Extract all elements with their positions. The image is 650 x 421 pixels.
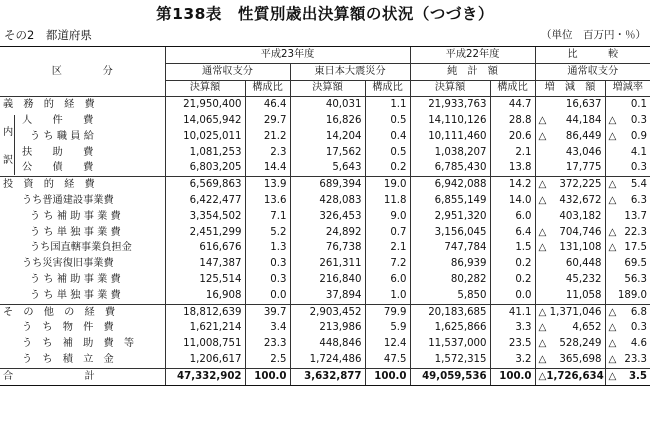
cell-value: 6.3	[630, 195, 648, 207]
row-label: 投 資 的 経 費	[0, 177, 165, 193]
decrease-mark: △	[538, 115, 547, 127]
cell-value: 17.5	[624, 242, 648, 254]
cell-e: 747,784	[410, 241, 490, 257]
cell-g	[535, 113, 605, 129]
cell-c: 2,903,452	[290, 304, 365, 320]
cell-a: 1,206,617	[165, 352, 245, 368]
cell-g	[535, 321, 605, 337]
cell-value: 22.3	[624, 226, 648, 238]
cell-d: 2.1	[365, 241, 410, 257]
cell-d: 11.8	[365, 193, 410, 209]
cell-e: 1,038,207	[410, 145, 490, 161]
table-row	[0, 241, 650, 257]
decrease-mark: △	[538, 226, 547, 238]
header-fy22: 平成22年度	[410, 47, 535, 64]
cell-h	[605, 336, 650, 352]
cell-value: 0.3	[630, 322, 648, 334]
cell-e: 6,855,149	[410, 193, 490, 209]
cell-value: 704,746	[559, 226, 602, 238]
cell-c: 326,453	[290, 209, 365, 225]
cell-value: 23.3	[624, 354, 648, 366]
header-regular: 通常収支分	[165, 63, 290, 80]
cell-f: 14.2	[490, 177, 535, 193]
cell-value: 17,775	[565, 162, 602, 174]
cell-b: 2.5	[245, 352, 290, 368]
cell-e: 5,850	[410, 288, 490, 304]
cell-b: 46.4	[245, 97, 290, 113]
cell-b: 23.3	[245, 336, 290, 352]
cell-a: 10,025,011	[165, 129, 245, 145]
cell-e: 80,282	[410, 272, 490, 288]
cell-f: 6.0	[490, 209, 535, 225]
table-row	[0, 336, 650, 352]
row-label: う ち 補 助 事 業 費	[30, 210, 121, 222]
cell-g	[535, 129, 605, 145]
table-row	[0, 145, 650, 161]
decrease-mark: △	[538, 322, 547, 334]
cell-value: 60,448	[565, 258, 602, 270]
cell-h	[605, 193, 650, 209]
cell-c: 24,892	[290, 225, 365, 241]
row-label: 人 件 費	[22, 115, 94, 127]
cell-d: 9.0	[365, 209, 410, 225]
row-label: 扶 助 費	[22, 146, 94, 158]
cell-g	[535, 288, 605, 304]
cell-a: 1,621,214	[165, 321, 245, 337]
expenditure-table	[0, 46, 650, 386]
cell-h	[605, 225, 650, 241]
decrease-mark: △	[608, 354, 617, 366]
cell-a: 147,387	[165, 256, 245, 272]
cell-a: 14,065,942	[165, 113, 245, 129]
cell-f: 0.2	[490, 272, 535, 288]
cell-b: 0.3	[245, 272, 290, 288]
cell-a: 2,451,299	[165, 225, 245, 241]
cell-b: 1.3	[245, 241, 290, 257]
header-ratio: 構成比	[245, 80, 290, 97]
cell-b: 29.7	[245, 113, 290, 129]
cell-c: 216,840	[290, 272, 365, 288]
cell-d: 0.2	[365, 161, 410, 177]
cell-b: 0.0	[245, 288, 290, 304]
cell-e: 6,785,430	[410, 161, 490, 177]
decrease-mark: △	[538, 130, 547, 142]
cell-b: 0.3	[245, 256, 290, 272]
cell-h	[605, 368, 650, 385]
cell-h	[605, 352, 650, 368]
cell-value: 1,371,046	[549, 306, 602, 318]
side-label-wake: 訳	[3, 155, 14, 167]
cell-h	[605, 209, 650, 225]
table-row	[0, 368, 650, 385]
decrease-mark: △	[538, 195, 547, 207]
bracket-line	[14, 115, 15, 175]
decrease-mark: △	[608, 306, 617, 318]
decrease-mark: △	[608, 370, 617, 382]
cell-b: 100.0	[245, 368, 290, 385]
cell-c: 14,204	[290, 129, 365, 145]
table-row	[0, 288, 650, 304]
cell-f: 44.7	[490, 97, 535, 113]
row-label: うち普通建設事業費	[22, 195, 114, 207]
cell-b: 13.6	[245, 193, 290, 209]
cell-h	[605, 241, 650, 257]
table-row	[0, 321, 650, 337]
row-label: そ の 他 の 経 費	[0, 304, 165, 320]
cell-a: 47,332,902	[165, 368, 245, 385]
cell-h	[605, 129, 650, 145]
row-label: 合 計	[0, 368, 165, 385]
cell-e: 49,059,536	[410, 368, 490, 385]
cell-c: 428,083	[290, 193, 365, 209]
row-label: う ち 補 助 事 業 費	[30, 274, 121, 286]
cell-e: 1,572,315	[410, 352, 490, 368]
cell-b: 7.1	[245, 209, 290, 225]
cell-c: 261,311	[290, 256, 365, 272]
header-settlement: 決算額	[165, 80, 245, 97]
cell-value: 43,046	[565, 146, 602, 158]
cell-e: 11,537,000	[410, 336, 490, 352]
cell-e: 3,156,045	[410, 225, 490, 241]
cell-c: 213,986	[290, 321, 365, 337]
cell-a: 6,803,205	[165, 161, 245, 177]
header-settlement: 決算額	[290, 80, 365, 97]
row-label: 公 債 費	[22, 162, 94, 174]
table-row	[0, 256, 650, 272]
header-rate: 増減率	[605, 80, 650, 97]
cell-g	[535, 241, 605, 257]
row-label: うち国直轄事業負担金	[30, 242, 132, 254]
cell-value: 13.7	[624, 210, 648, 222]
cell-value: 432,672	[559, 195, 602, 207]
cell-c: 17,562	[290, 145, 365, 161]
cell-e: 21,933,763	[410, 97, 490, 113]
cell-a: 6,422,477	[165, 193, 245, 209]
table-body	[0, 97, 650, 385]
cell-e: 20,183,685	[410, 304, 490, 320]
cell-h	[605, 304, 650, 320]
cell-g	[535, 256, 605, 272]
cell-e: 10,111,460	[410, 129, 490, 145]
decrease-mark: △	[608, 195, 617, 207]
table-title: 第138表 性質別歳出決算額の状況（つづき）	[156, 5, 494, 23]
cell-f: 3.2	[490, 352, 535, 368]
cell-f: 3.3	[490, 321, 535, 337]
row-label: うち災害復旧事業費	[22, 258, 114, 270]
cell-g	[535, 209, 605, 225]
cell-h	[605, 288, 650, 304]
cell-value: 0.3	[630, 162, 648, 174]
cell-g	[535, 225, 605, 241]
header-comparison: 比 較	[535, 47, 650, 64]
cell-a: 18,812,639	[165, 304, 245, 320]
cell-f: 14.0	[490, 193, 535, 209]
cell-value: 4.6	[630, 338, 648, 350]
cell-value: 0.1	[630, 99, 648, 111]
cell-f: 13.8	[490, 161, 535, 177]
header-category: 区 分	[0, 47, 165, 97]
cell-value: 44,184	[565, 115, 602, 127]
cell-d: 5.9	[365, 321, 410, 337]
cell-value: 131,108	[559, 242, 602, 254]
cell-g	[535, 177, 605, 193]
unit-note: （単位 百万円・％）	[541, 29, 646, 41]
decrease-mark: △	[538, 306, 547, 318]
decrease-mark: △	[608, 338, 617, 350]
cell-value: 45,232	[565, 274, 602, 286]
cell-d: 1.0	[365, 288, 410, 304]
cell-d: 0.5	[365, 145, 410, 161]
cell-b: 21.2	[245, 129, 290, 145]
decrease-mark: △	[608, 242, 617, 254]
row-label: う ち 職 員 給	[30, 130, 94, 142]
cell-f: 2.1	[490, 145, 535, 161]
cell-value: 69.5	[624, 258, 648, 270]
table-row	[0, 97, 650, 113]
cell-f: 0.2	[490, 256, 535, 272]
decrease-mark: △	[608, 179, 617, 191]
cell-e: 14,110,126	[410, 113, 490, 129]
decrease-mark: △	[538, 354, 547, 366]
cell-e: 1,625,866	[410, 321, 490, 337]
cell-value: 56.3	[624, 274, 648, 286]
table-row	[0, 352, 650, 368]
cell-h	[605, 177, 650, 193]
cell-c: 76,738	[290, 241, 365, 257]
cell-h	[605, 321, 650, 337]
cell-d: 1.1	[365, 97, 410, 113]
decrease-mark: △	[608, 322, 617, 334]
cell-g	[535, 145, 605, 161]
decrease-mark: △	[538, 242, 547, 254]
cell-a: 616,676	[165, 241, 245, 257]
decrease-mark: △	[608, 130, 617, 142]
table-row	[0, 113, 650, 129]
cell-value: 5.4	[630, 179, 648, 191]
cell-g	[535, 336, 605, 352]
cell-d: 7.2	[365, 256, 410, 272]
cell-value: 0.3	[630, 115, 648, 127]
cell-a: 11,008,751	[165, 336, 245, 352]
cell-c: 1,724,486	[290, 352, 365, 368]
cell-d: 19.0	[365, 177, 410, 193]
decrease-mark: △	[538, 370, 547, 382]
cell-f: 6.4	[490, 225, 535, 241]
cell-b: 14.4	[245, 161, 290, 177]
table-row	[0, 225, 650, 241]
side-label-uchi: 内	[3, 127, 14, 139]
row-label: う ち 単 独 事 業 費	[30, 289, 121, 301]
table-subtitle: その2 都道府県	[4, 28, 92, 42]
cell-d: 0.4	[365, 129, 410, 145]
cell-c: 16,826	[290, 113, 365, 129]
cell-d: 12.4	[365, 336, 410, 352]
table-row	[0, 161, 650, 177]
cell-e: 6,942,088	[410, 177, 490, 193]
cell-g	[535, 352, 605, 368]
cell-c: 689,394	[290, 177, 365, 193]
cell-value: 365,698	[559, 354, 602, 366]
header-ratio: 構成比	[365, 80, 410, 97]
cell-d: 0.7	[365, 225, 410, 241]
cell-value: 6.8	[630, 306, 648, 318]
decrease-mark: △	[538, 179, 547, 191]
decrease-mark: △	[608, 115, 617, 127]
cell-f: 0.0	[490, 288, 535, 304]
cell-value: 4,652	[572, 322, 602, 334]
cell-e: 86,939	[410, 256, 490, 272]
decrease-mark: △	[538, 338, 547, 350]
row-label: う ち 物 件 費	[22, 322, 114, 334]
header-ratio: 構成比	[490, 80, 535, 97]
cell-value: 189.0	[617, 289, 648, 301]
cell-value: 3.5	[628, 370, 648, 382]
cell-value: 4.1	[630, 146, 648, 158]
cell-f: 23.5	[490, 336, 535, 352]
cell-h	[605, 161, 650, 177]
cell-c: 448,846	[290, 336, 365, 352]
cell-c: 5,643	[290, 161, 365, 177]
header-regular2: 通常収支分	[535, 63, 650, 80]
cell-d: 79.9	[365, 304, 410, 320]
row-label: う ち 積 立 金	[22, 354, 114, 366]
cell-b: 39.7	[245, 304, 290, 320]
header-fy23: 平成23年度	[165, 47, 410, 64]
cell-value: 0.9	[630, 130, 648, 142]
cell-h	[605, 272, 650, 288]
cell-h	[605, 113, 650, 129]
cell-d: 100.0	[365, 368, 410, 385]
cell-b: 13.9	[245, 177, 290, 193]
cell-a: 21,950,400	[165, 97, 245, 113]
cell-a: 6,569,863	[165, 177, 245, 193]
table-row	[0, 129, 650, 145]
cell-h	[605, 256, 650, 272]
header-pure: 純 計 額	[410, 63, 535, 80]
cell-f: 20.6	[490, 129, 535, 145]
table-row	[0, 209, 650, 225]
cell-c: 3,632,877	[290, 368, 365, 385]
cell-g	[535, 161, 605, 177]
cell-a: 1,081,253	[165, 145, 245, 161]
table-row	[0, 193, 650, 209]
cell-g	[535, 193, 605, 209]
cell-b: 3.4	[245, 321, 290, 337]
cell-value: 372,225	[559, 179, 602, 191]
table-row	[0, 177, 650, 193]
cell-g	[535, 97, 605, 113]
cell-f: 28.8	[490, 113, 535, 129]
cell-h	[605, 97, 650, 113]
cell-value: 403,182	[559, 210, 602, 222]
cell-g	[535, 368, 605, 385]
cell-a: 3,354,502	[165, 209, 245, 225]
cell-value: 528,249	[559, 338, 602, 350]
cell-c: 37,894	[290, 288, 365, 304]
cell-value: 16,637	[565, 99, 602, 111]
row-label: 義 務 的 経 費	[3, 99, 95, 111]
cell-value: 1,726,634	[546, 370, 604, 382]
cell-h	[605, 145, 650, 161]
cell-e: 2,951,320	[410, 209, 490, 225]
cell-d: 47.5	[365, 352, 410, 368]
cell-d: 6.0	[365, 272, 410, 288]
cell-g	[535, 304, 605, 320]
row-label: う ち 単 独 事 業 費	[30, 226, 121, 238]
header-settlement: 決算額	[410, 80, 490, 97]
row-label: う ち 補 助 費 等	[22, 338, 135, 350]
cell-d: 0.5	[365, 113, 410, 129]
cell-value: 86,449	[565, 130, 602, 142]
cell-f: 1.5	[490, 241, 535, 257]
cell-value: 11,058	[565, 289, 602, 301]
header-change: 増 減 額	[535, 80, 605, 97]
cell-b: 2.3	[245, 145, 290, 161]
cell-f: 41.1	[490, 304, 535, 320]
table-row	[0, 272, 650, 288]
cell-g	[535, 272, 605, 288]
decrease-mark: △	[608, 226, 617, 238]
cell-c: 40,031	[290, 97, 365, 113]
cell-b: 5.2	[245, 225, 290, 241]
table-row	[0, 304, 650, 320]
cell-a: 125,514	[165, 272, 245, 288]
cell-a: 16,908	[165, 288, 245, 304]
cell-f: 100.0	[490, 368, 535, 385]
header-disaster: 東日本大震災分	[290, 63, 410, 80]
